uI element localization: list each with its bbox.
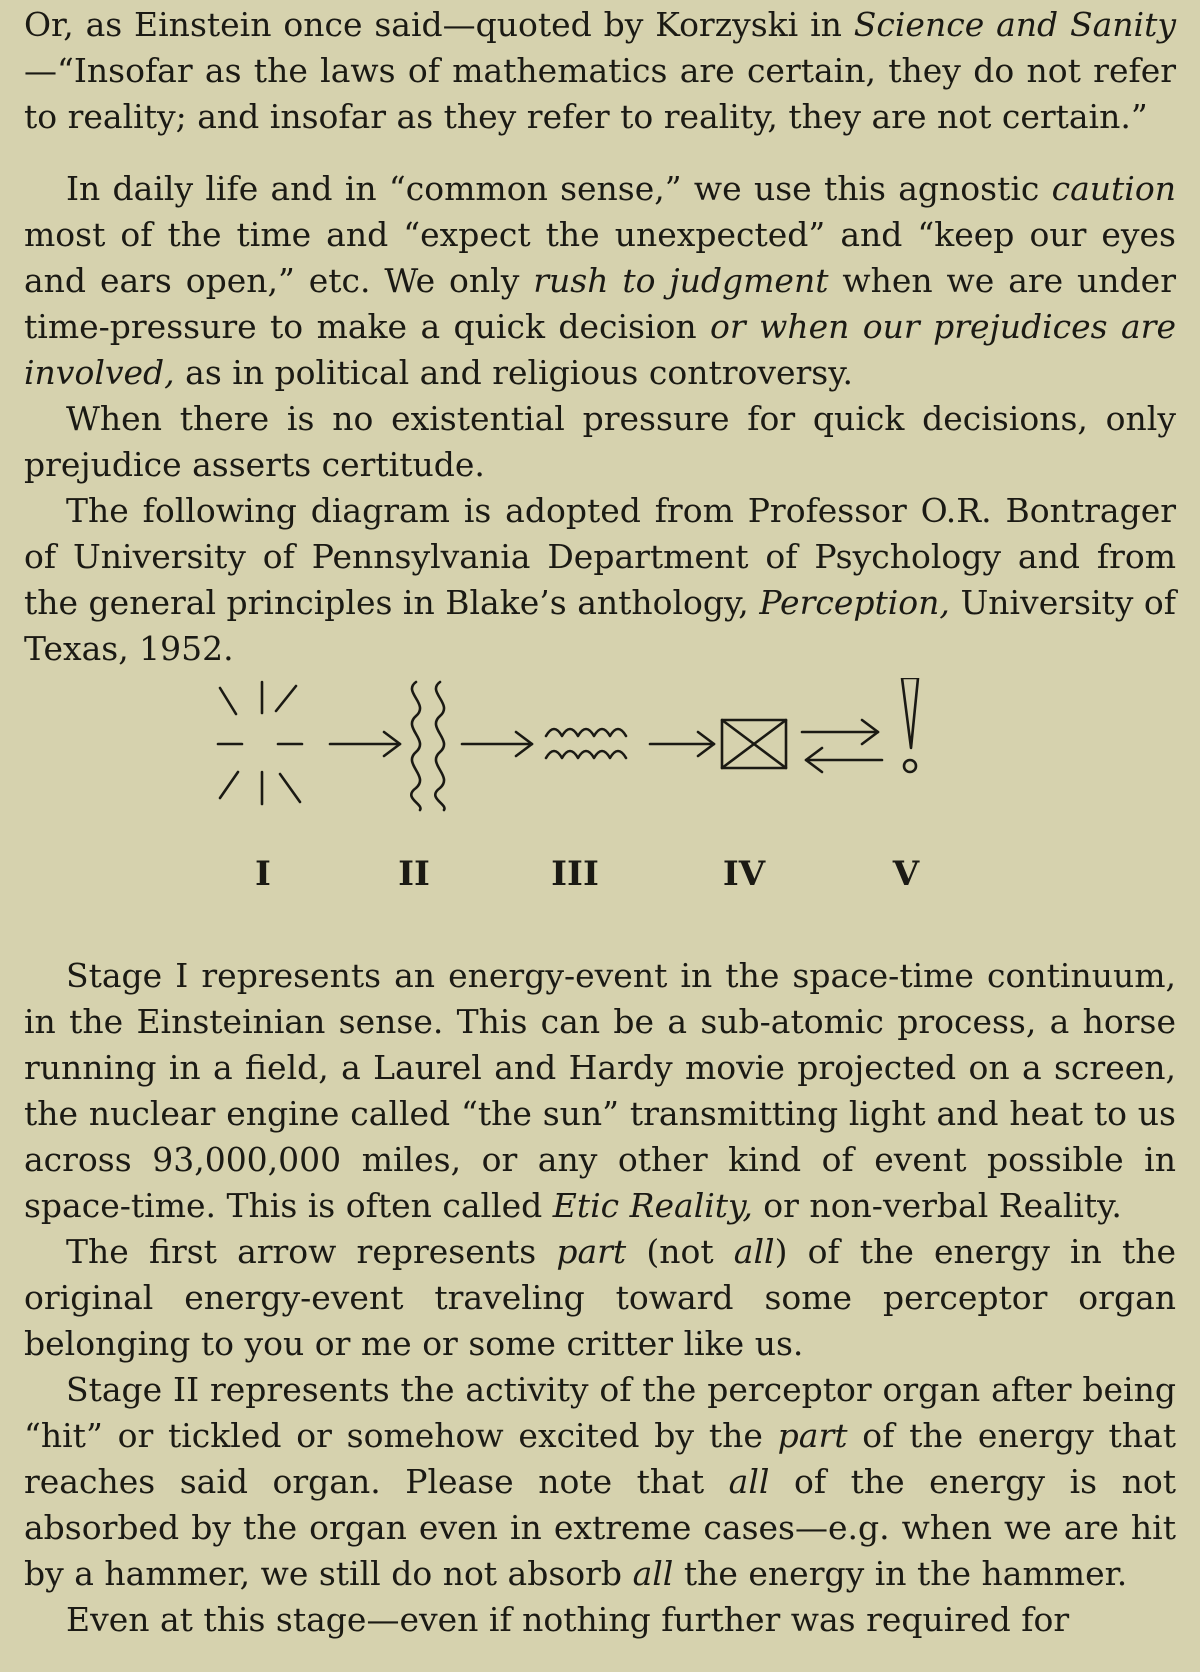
text: Stage II represents the activity of the perceptor organ after being “hit” or tickled or somehow excited by the [24,1370,1176,1455]
text: of the energy is not absorbed by the organ even in extreme cases—e.g. when we are hit by a hammer, we still do not absorb [24,1462,1176,1593]
text: or non-verbal Reality. [752,1186,1122,1225]
text: Stage I represents an energy-event in the space-time continuum, in the Einsteinian sense. This can be a sub-atomic process, a horse running in a field, a Laurel and Hardy movie projected on a screen, the nuclear engine called “the sun” transmitting light and heat to us across 93,000,000 miles, or any other kind of event possible in space-time. This is often called [24,956,1176,1225]
text: of the energy that reaches said organ. Please note that [24,1416,1176,1501]
text: as in political and religious controversy. [174,353,853,392]
paragraph-stage-two [24,1367,1176,1597]
emphasis-prejudices: or when our prejudices are involved, [24,307,1176,392]
text: In daily life and in “common sense,” we use this agnostic [66,169,1052,208]
crossed-box-icon [722,720,786,768]
stage-label-v: V [892,854,920,894]
emphasis-caution: caution [1051,169,1176,208]
perception-stages-diagram [24,678,1176,953]
paragraph-even-at-this-stage: Even at this stage—even if nothing further was required for [66,1600,1070,1639]
zigzag-lines-icon [546,729,626,758]
arrow-icon [462,732,532,756]
emphasis-part: part [556,1232,627,1271]
text: when we are under time-pressure to make a quick decision [24,261,1176,346]
exclamation-icon [902,678,918,772]
paragraph-common-sense [24,166,1176,396]
book-title-science-and-sanity: Science and Sanity [853,5,1177,44]
text: ) of the energy in the original energy-event traveling toward some perceptor organ belonging to you or me or some critter like us. [24,1232,1176,1363]
arrow-icon [330,732,400,756]
text: Or, as Einstein once said—quoted by Korzyski in [24,5,854,44]
double-arrow-icon [802,720,882,772]
stage-label-ii: II [398,854,430,894]
text: (not [626,1232,734,1271]
emphasis-all: all [733,1232,775,1271]
text: University of Texas, 1952. [24,583,1176,668]
text: The first arrow represents [66,1232,557,1271]
emphasis-rush-to-judgment: rush to judgment [533,261,829,300]
paragraph-stage-one [24,953,1176,1229]
text: most of the time and “expect the unexpected” and “keep our eyes and ears open,” etc. We only [24,215,1176,300]
book-title-perception: Perception, [759,583,950,622]
stage-label-iii: III [551,854,599,894]
paragraph-einstein-quote [24,0,1176,140]
stage-label-i: I [255,854,271,894]
emphasis-etic-reality: Etic Reality, [552,1186,753,1225]
stage-label-iv: IV [722,854,766,894]
energy-burst-icon [218,682,302,804]
text: —“Insofar as the laws of mathematics are certain, they do not refer to reality; and insofar as they refer to reality, they are not certain.” [24,51,1176,136]
emphasis-part: part [777,1416,848,1455]
paragraph-first-arrow [24,1229,1176,1367]
paragraph-certitude: When there is no existential pressure for quick decisions, only prejudice asserts certitude. [24,399,1176,484]
arrow-icon [650,732,714,756]
text: the energy in the hammer. [673,1554,1128,1593]
emphasis-all: all [728,1462,770,1501]
wavy-lines-icon [411,682,444,810]
paragraph-diagram-source [24,488,1176,672]
emphasis-all: all [632,1554,674,1593]
text: The following diagram is adopted from Professor O.R. Bontrager of University of Pennsylvania Department of Psychology and from the general principles in Blake’s anthology, [24,491,1176,622]
